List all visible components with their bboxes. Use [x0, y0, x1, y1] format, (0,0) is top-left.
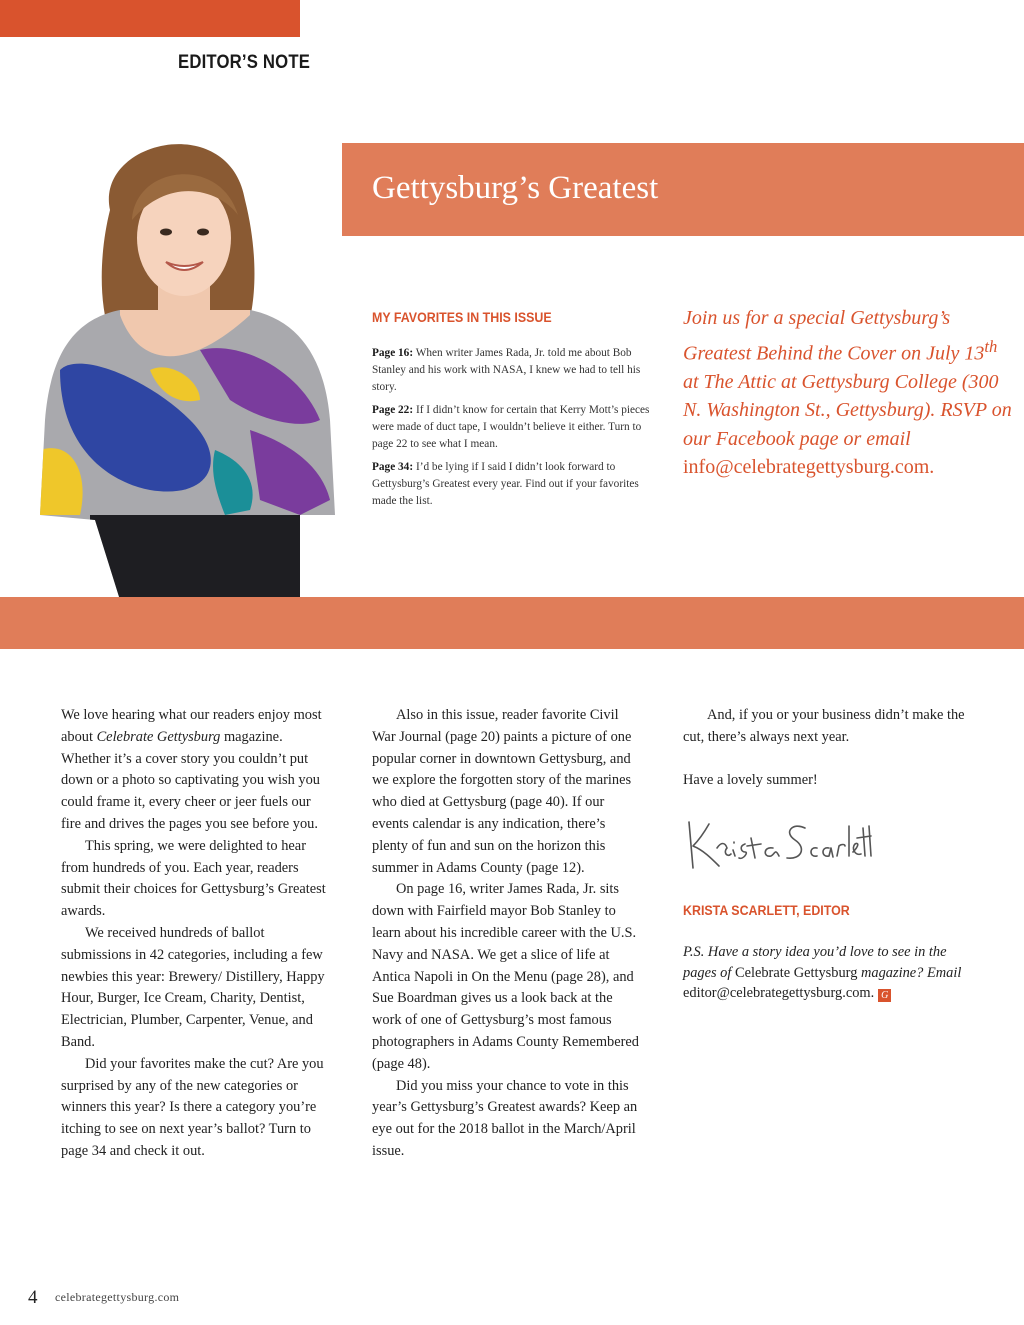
ps-text: magazine? Email	[857, 964, 962, 981]
body-paragraph: This spring, we were delighted to hear from hundreds of you. Each year, readers submit their choices for Gettysburg’s Greatest awards.	[61, 837, 326, 920]
body-paragraph: Also in this issue, reader favorite Civil War Journal (page 20) paints a picture of one popular corner in downtown Gettysburg, and we explore the forgotten story of the marines who died at Gettysburg (page 40). If our events calendar is any indication, there’s plenty of fun and sun on the horizon this summer in Adams County (page 12).	[372, 707, 632, 876]
magazine-title: Celebrate Gettysburg	[96, 728, 221, 745]
footer-url[interactable]: celebrategettysburg.com	[55, 1290, 180, 1304]
editor-portrait-photo	[0, 120, 342, 600]
body-paragraph: We received hundreds of ballot submissions in 42 categories, including a few newbies this year: Brewery/ Distillery, Happy Hour, Burger, Ice Cream, Charity, Dentist, Electrician, Plumber, Carpenter, Venue, and Band.	[61, 924, 325, 1050]
body-column-1	[61, 705, 333, 1163]
body-text: magazine. Whether it’s a cover story you couldn’t put down or a photo so captivating you wish you could frame it, every cheer or jeer fuels our fire and drives the pages you see before you.	[61, 728, 321, 832]
favorite-item: Page 34: I’d be lying if I said I didn’t look forward to Gettysburg’s Greatest every year. Find out if your favorites made the list.	[372, 461, 639, 507]
favorites-list	[372, 345, 662, 516]
closing-line: Have a lovely summer!	[683, 772, 818, 789]
favorite-page: Page 22	[372, 404, 410, 416]
page-number: 4	[28, 1287, 38, 1308]
favorite-item: Page 16: When writer James Rada, Jr. told me about Bob Stanley and his work with NASA, I knew we had to tell his story.	[372, 347, 641, 393]
section-label: EDITOR’S NOTE	[178, 52, 311, 73]
body-paragraph: Did you miss your chance to vote in this year’s Gettysburg’s Greatest awards? Keep an eye out for the 2018 ballot in the March/April issue.	[372, 1077, 638, 1159]
invite-text-b: at The Attic at Gettysburg College (300 N. Washington St., Gettysburg). RSVP on our Facebook page or email	[683, 370, 1012, 450]
body-paragraph: And, if you or your business didn’t make the cut, there’s always next year.	[683, 707, 965, 745]
ps-magazine-name: Celebrate Gettysburg	[731, 964, 858, 981]
page-title: Gettysburg’s Greatest	[372, 170, 659, 206]
postscript	[683, 942, 973, 1004]
favorite-text: I’d be lying if I said I didn’t look forward to Gettysburg’s Greatest every year. Find out if your favorites made the list.	[372, 461, 639, 507]
invite-text-a: Join us for a special Gettysburg’s Greatest Behind the Cover on July 13	[683, 307, 985, 365]
favorite-text: If I didn’t know for certain that Kerry Mott’s pieces were made of duct tape, I wouldn’t believe it either. Turn to page 22 to see what I mean.	[372, 404, 650, 450]
divider-band	[0, 597, 1024, 649]
event-invitation	[683, 304, 1013, 482]
body-paragraph: On page 16, writer James Rada, Jr. sits down with Fairfield mayor Bob Stanley to learn about his incredible career with the U.S. Navy and NASA. We get a slice of life at Antica Napoli in On the Menu (page 28), and Sue Boardman gives us a look back at the work of one of Gettysburg’s most famous photographers in Adams County Remembered (page 48).	[372, 881, 639, 1072]
favorite-text: When writer James Rada, Jr. told me about Bob Stanley and his work with NASA, I knew we had to tell his story.	[372, 347, 641, 393]
body-paragraph: Did your favorites make the cut? Are you surprised by any of the new categories or winners this year? Is there a category you’re itching to see on next year’s ballot? Turn to page 34 and check it out.	[61, 1055, 324, 1159]
body-text: We love hearing what our readers enjoy most about	[61, 707, 322, 745]
favorites-heading: MY FAVORITES IN THIS ISSUE	[372, 310, 552, 325]
editor-name: KRISTA SCARLETT, EDITOR	[683, 903, 850, 918]
top-accent-bar	[0, 0, 300, 37]
invite-email-link[interactable]: info@celebrategettysburg.com.	[683, 456, 935, 479]
body-column-2	[372, 705, 644, 1163]
end-mark-icon: G	[878, 989, 891, 1002]
ps-text: P.S. Have a story idea you’d love to see in the pages of	[683, 944, 947, 981]
favorite-page: Page 34	[372, 461, 410, 473]
body-column-3	[683, 705, 973, 792]
body-paragraph	[61, 705, 333, 836]
signature-image	[683, 808, 873, 888]
signature-text: Krista Scarlett	[683, 886, 691, 887]
favorite-item: Page 22: If I didn’t know for certain that Kerry Mott’s pieces were made of duct tape, I wouldn’t believe it either. Turn to page 22 to see what I mean.	[372, 404, 650, 450]
invite-superscript: th	[984, 336, 998, 356]
favorite-page: Page 16	[372, 347, 410, 359]
ps-email-link[interactable]: editor@celebrategettysburg.com.	[683, 985, 875, 1001]
